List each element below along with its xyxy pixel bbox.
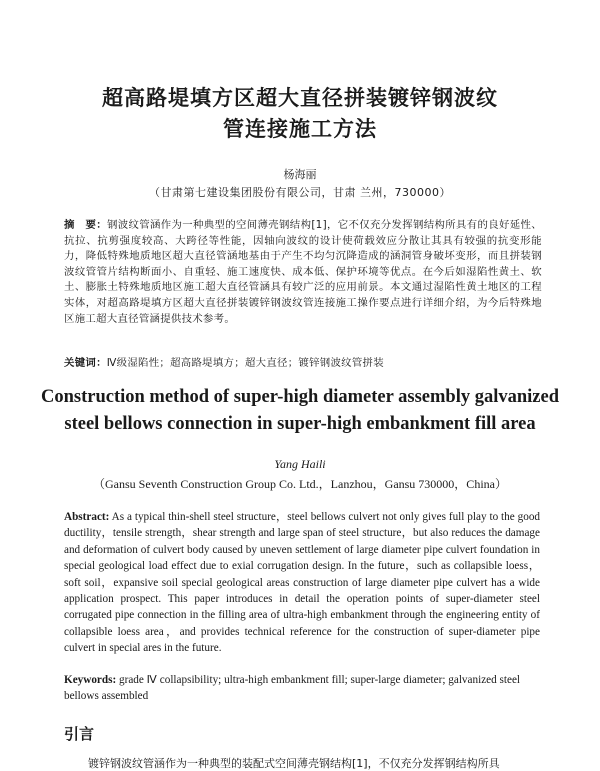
english-keywords — [64, 672, 540, 705]
chinese-affiliation: （甘肃第七建设集团股份有限公司，甘肃 兰州，730000） — [149, 186, 451, 199]
chinese-keywords — [64, 354, 542, 369]
english-title-line-2: steel bellows connection in super-high embankment fill area — [64, 414, 536, 434]
body-text-first-line: 镀锌钢波纹管涵作为一种典型的装配式空间薄壳钢结构[1]，不仅充分发挥钢结构所具 — [88, 757, 500, 770]
chinese-keywords-label: 关键词： — [64, 357, 107, 369]
english-keywords-text: grade Ⅳ collapsibility; ultra-high embankment fill; super-large diameter; galvanized steel bellows assembled — [64, 674, 521, 703]
english-title-line-1: Construction method of super-high diameter assembly galvanized — [41, 387, 559, 407]
chinese-abstract-text: 钢波纹管涵作为一种典型的空间薄壳钢结构[1]，它不仅充分发挥钢结构所具有的良好延性、抗拉、抗剪强度较高、大跨径等性能，因轴向波纹的设计使荷载效应分散让其具有较强的抗变形能力，降低特殊地质地区超大直径管涵地基由于产生不均匀沉降造成的涵洞管身破坏变形，而且拼装钢波纹管管片结构断面小、自重轻、施工速度快、成本低、保护环境等优点。在今后如湿陷性黄土、软土、膨胀土特殊地质地区施工超大直径管涵具有较广泛的应用前景。本文通过湿陷性黄土地区的工程实体，对超高路堤填方区超大直径拼装镀锌钢波纹管连接施工操作要点进行详细介绍，为今后特殊地区施工超大直径管涵提供技术参考。 — [64, 219, 542, 325]
section-heading-introduction: 引言 — [64, 725, 95, 743]
chinese-title-line-2: 管连接施工方法 — [223, 117, 377, 141]
chinese-title-line-1: 超高路堤填方区超大直径拼装镀锌钢波纹 — [102, 86, 498, 110]
english-author: Yang Haili — [274, 457, 326, 471]
chinese-abstract-label: 摘 要： — [64, 219, 108, 231]
english-abstract-text: As a typical thin-shell steel structure，steel bellows culvert not only gives full play to the good ductility，tensile strength，shear strength and large span of steel structure，but also reduces the damage and deformation of culvert body caused by uneven settlement of large diameter pipe culvert foundation in special geological load effect due to exial corrugation design. In the future，such as collapsible loess，soft soil，expansive soil special geological areas construction of large diameter pipe culvert has a wide application prospect. This paper introduces in detail the operation points of super-diameter steel corrugated pipe connection in the filling area of ultra-high embankment through the engineering entity of collapsible loess area，and provides technical reference for the construction of super-diameter pipe culvert in special ares in the future. — [64, 511, 541, 655]
english-abstract — [64, 509, 540, 657]
english-keywords-label: Keywords: — [64, 674, 117, 686]
english-abstract-label: Abstract: — [64, 511, 110, 523]
chinese-author: 杨海丽 — [283, 168, 317, 181]
english-affiliation: （Gansu Seventh Construction Group Co. Ltd.，Lanzhou，Gansu 730000，China） — [93, 477, 507, 491]
chinese-keywords-text: Ⅳ级湿陷性；超高路堤填方；超大直径；镀锌钢波纹管拼装 — [106, 357, 384, 369]
chinese-abstract — [64, 218, 542, 327]
